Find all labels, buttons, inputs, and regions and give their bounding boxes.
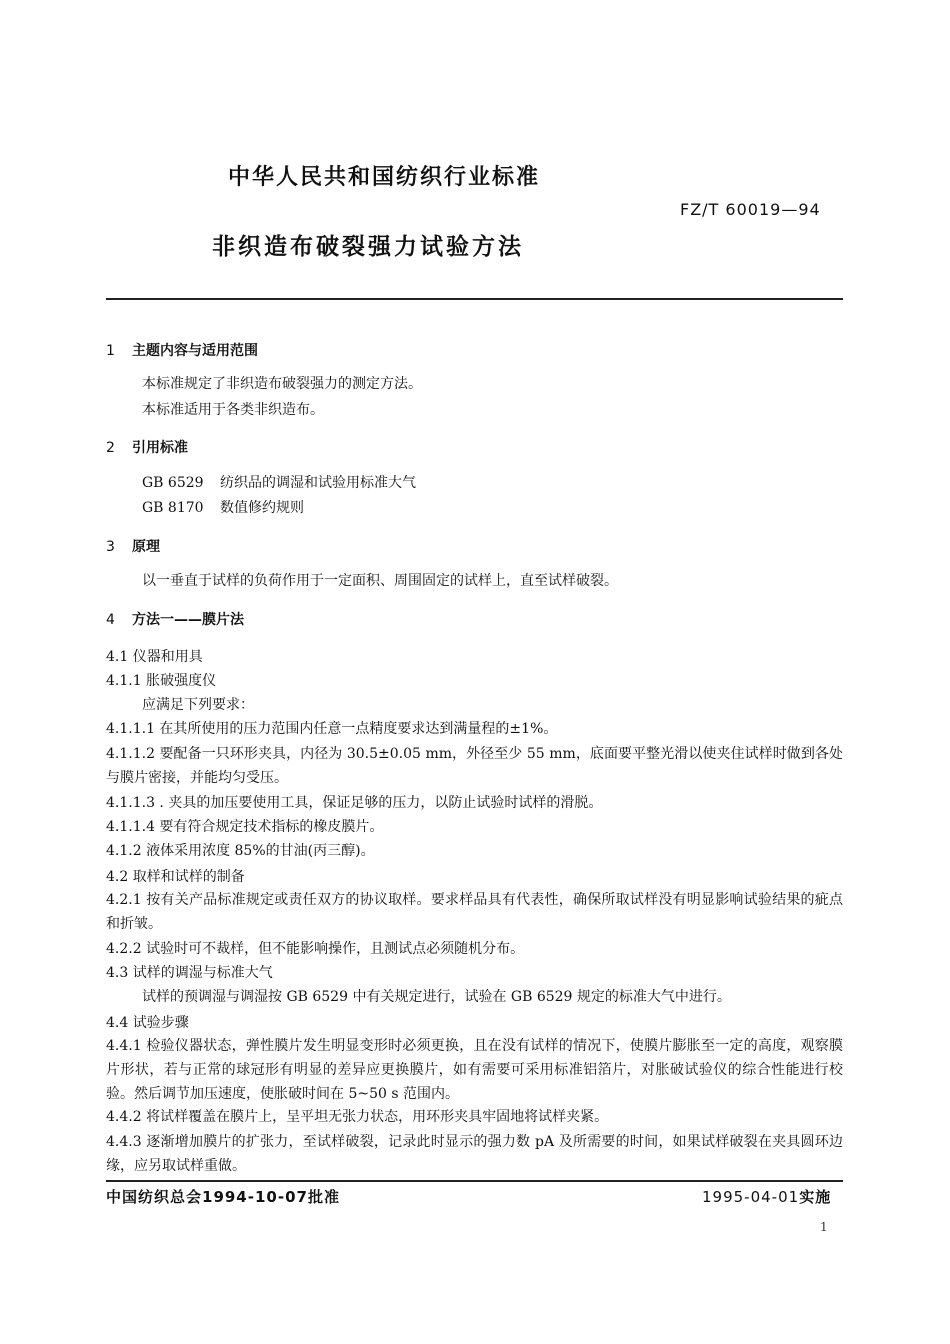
section-4-number: 4 [106,612,115,628]
section-1-heading [106,340,258,360]
clause-4-3-heading: 4.3 试样的调湿与标准大气 [106,965,273,981]
clause-4-4-2: 4.4.2 将试样覆盖在膜片上，呈平坦无张力状态，用环形夹具牢固地将试样夹紧。 [106,1109,609,1125]
section-4-heading [106,609,244,629]
section-2-title: 引用标准 [132,440,188,456]
section-1-number: 1 [106,343,115,359]
clause-4-4-heading: 4.4 试验步骤 [106,1015,189,1031]
reference-code: GB 6529 [142,475,204,491]
clause-4-4-3: 4.4.3 逐渐增加膜片的扩张力，至试样破裂，记录此时显示的强力数 pA 及所需要的时间，如果试样破裂在夹具圆环边缘，应另取试样重做。 [106,1134,843,1174]
effective-date: 1995-04-01 [702,1188,800,1206]
clause-4-2-1: 4.2.1 按有关产品标准规定或责任双方的协议取样。要求样品具有代表性，确保所取试样没有明显影响试验结果的疵点和折皱。 [106,892,843,932]
page-number: 1 [820,1220,828,1234]
clause-4-1-1-2: 4.1.1.2 要配备一只环形夹具，内径为 30.5±0.05 mm，外径至少 55 mm，底面要平整光滑以使夹住试样时做到各处与膜片密接，并能均匀受压。 [106,746,843,786]
clause-4-1-1-heading: 4.1.1 胀破强度仪 [106,673,217,689]
approval-line: 中国纺织总会1994-10-07批准 [106,1188,340,1206]
reference-item [142,498,304,518]
clause-4-1-1-1: 4.1.1.1 在其所使用的压力范围内任意一点精度要求达到满量程的±1%。 [106,721,558,737]
section-3-para: 以一垂直于试样的负荷作用于一定面积、周围固定的试样上，直至试样破裂。 [142,573,618,589]
reference-name: 数值修约规则 [220,500,304,516]
requirements-intro: 应满足下列要求： [142,697,254,713]
effective-word: 实施 [799,1188,832,1206]
section-1-para-1: 本标准规定了非织造布破裂强力的测定方法。 [142,376,422,392]
reference-name: 纺织品的调湿和试验用标准大气 [220,475,416,491]
clause-4-4-1: 4.4.1 检验仪器状态，弹性膜片发生明显变形时必须更换，且在没有试样的情况下，使膜片膨胀至一定的高度，观察膜片形状，若与正常的球冠形有明显的差异应更换膜片，如有需要可采用标准铝箔片，对胀破试验仪的综合性能进行校验。然后调节加压速度，使胀破时间在 5~50 s 范围内。 [106,1038,843,1102]
clause-4-1-2: 4.1.2 液体采用浓度 85%的甘油(丙三醇)。 [106,843,375,859]
clause-4-2-2: 4.2.2 试验时可不裁样，但不能影响操作，且测试点必须随机分布。 [106,941,525,957]
document-title: 非织造布破裂强力试验方法 [212,234,524,260]
clause-4-1-1-3: 4.1.1.3 . 夹具的加压要使用工具，保证足够的压力，以防止试验时试样的滑脱。 [106,795,603,811]
footer-rule [106,1180,843,1182]
clause-4-3-para: 试样的预调湿与调湿按 GB 6529 中有关规定进行，试验在 GB 6529 规定的标准大气中进行。 [142,989,731,1005]
section-3-number: 3 [106,539,115,555]
section-2-heading [106,437,188,457]
clause-4-1-1-4: 4.1.1.4 要有符合规定技术指标的橡皮膜片。 [106,819,384,835]
reference-code: GB 8170 [142,500,204,516]
clause-4-1-heading: 4.1 仪器和用具 [106,649,203,665]
reference-item [142,473,416,493]
header-rule [106,298,843,300]
effective-line [702,1186,831,1207]
standard-code: FZ/T 60019—94 [680,200,821,219]
section-4-title: 方法一——膜片法 [132,612,244,628]
standard-org-title: 中华人民共和国纺织行业标准 [228,165,541,190]
section-3-title: 原理 [132,539,160,555]
section-1-title: 主题内容与适用范围 [132,343,258,359]
section-2-number: 2 [106,440,115,456]
section-3-heading [106,536,160,556]
section-1-para-2: 本标准适用于各类非织造布。 [142,402,324,418]
clause-4-2-heading: 4.2 取样和试样的制备 [106,869,245,885]
